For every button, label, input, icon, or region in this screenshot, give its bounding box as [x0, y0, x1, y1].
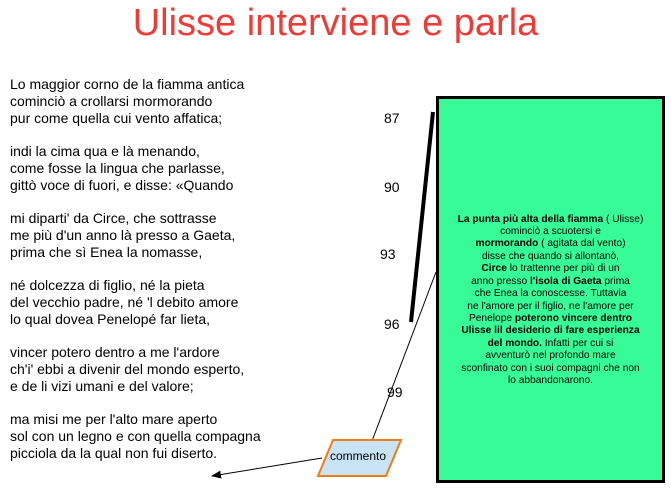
summary-span: anno presso [471, 275, 531, 287]
verse-number: 96 [384, 316, 400, 332]
summary-span: cominciò a scuotersi e [500, 226, 601, 238]
verse-line: cominciò a crollarsi mormorando [10, 93, 213, 109]
summary-bold: l'isola di Gaeta [530, 275, 602, 287]
verse-line: prima che sì Enea la nomasse, [10, 244, 203, 260]
page-title: Ulisse interviene e parla [132, 2, 539, 44]
verse-line: come fosse la lingua che parlasse, [10, 160, 225, 176]
verse-line: pur come quella cui vento affatica; [10, 110, 223, 126]
verse-number: 87 [384, 110, 400, 126]
verse-line: gittò voce di fuori, e disse: «Quando [10, 177, 234, 193]
summary-bold: La punta più alta della fiamma [457, 213, 604, 225]
verse-line: lo qual dovea Penelopé far lieta, [10, 311, 211, 327]
summary-span: che Enea la conoscesse. Tuttavia [474, 288, 627, 300]
summary-box [436, 96, 665, 483]
summary-span: ( Ulisse) [603, 213, 644, 225]
verse-line: del vecchio padre, né 'l debito amore [10, 294, 239, 310]
verse-number: 90 [384, 179, 400, 195]
summary-bold: del mondo. [487, 337, 542, 349]
summary-span: sconfinato con i suoi compagni che non [461, 362, 640, 374]
verse-number: 99 [387, 384, 403, 400]
connector-line [372, 272, 436, 441]
summary-span: Penelope [468, 312, 515, 324]
comment-label: commento [329, 449, 387, 463]
verse-line: Lo maggior corno de la fiamma antica [10, 76, 245, 92]
verse-line: ma misi me per l'alto mare aperto [10, 411, 218, 427]
verse-line: ch'i' ebbi a divenir del mondo esperto, [10, 361, 245, 377]
arrow-to-verse [212, 458, 322, 476]
summary-span: avventurò nel profondo mare [485, 350, 616, 362]
summary-span: lo trattenne per più di un [506, 263, 620, 275]
verse-line: e de li vizi umani e del valore; [10, 378, 194, 394]
summary-bold: poterono vincere dentro [514, 312, 633, 324]
verse-line: vincer potero dentro a me l'ardore [10, 344, 220, 360]
verse-line: indi la cima qua e là menando, [10, 143, 200, 159]
verse-line: me più d'un anno là presso a Gaeta, [10, 227, 236, 243]
summary-span: ne l'amore per il figlio, ne l'amore per [467, 300, 634, 312]
summary-bold: Ulisse lil desiderio di fare esperienza [461, 325, 640, 337]
summary-bold: mormorando [475, 238, 539, 250]
summary-span: disse che quando si allontanò, [481, 250, 620, 262]
verse-line: mi diparti' da Circe, che sottrasse [10, 210, 217, 226]
verse-line: sol con un legno e con quella compagna [10, 428, 261, 444]
summary-text [443, 214, 659, 388]
summary-span: Infatti per cui si [542, 337, 614, 349]
summary-span: ( agitata dal vento) [538, 238, 626, 250]
bracket-line [411, 112, 433, 322]
verse-number: 93 [380, 246, 396, 262]
verse-line: picciola da la qual non fui diserto. [10, 445, 218, 461]
summary-span: prima [601, 275, 630, 287]
verse-line: né dolcezza di figlio, né la pieta [10, 277, 205, 293]
summary-span: lo abbandonarono. [508, 374, 593, 386]
summary-bold: Circe [481, 263, 507, 275]
